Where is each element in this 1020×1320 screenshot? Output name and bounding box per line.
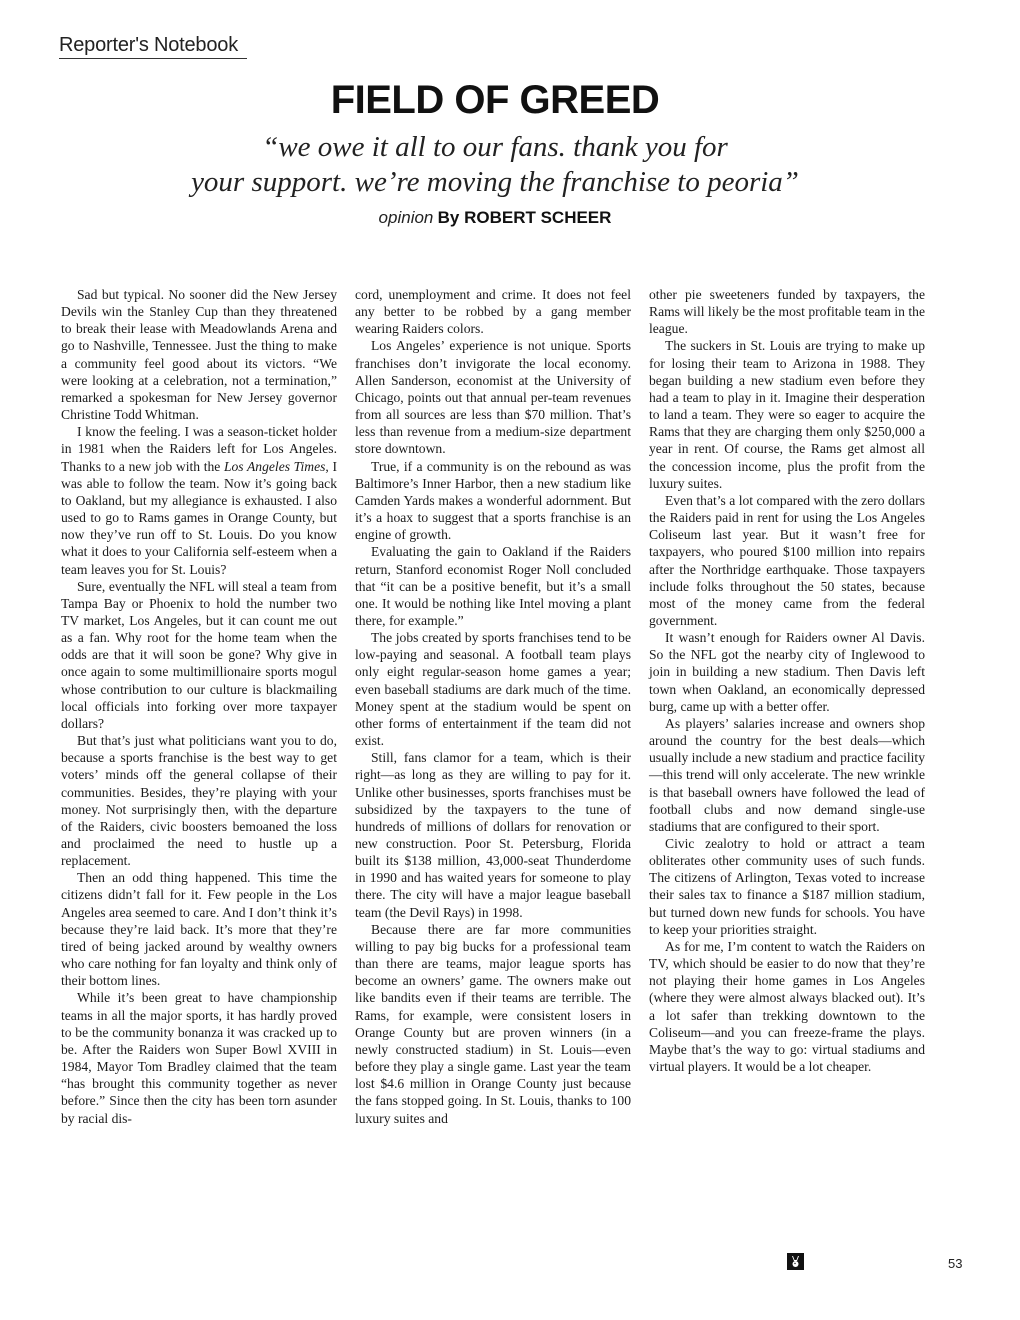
paragraph-text: , I was able to follow the team. Now it’s going back to Oakland, but my allegiance is exhausted. I also used to go to Rams games in Orange County, but now they’ve run off to St. Louis. Do you know what it does to your California self-esteem when a team leaves you for St. Louis? xyxy=(61,458,337,577)
article-column-2 xyxy=(355,286,631,1127)
deck xyxy=(0,130,990,200)
paragraph: Los Angeles’ experience is not unique. Sports franchises don’t invigorate the local economy. Allen Sanderson, economist at the University of Chicago, points out that annual per-team revenues from all sources are less than $70 million. That’s less than revenue from a medium-size department store downtown. xyxy=(355,338,631,457)
byline-author: By ROBERT SCHEER xyxy=(437,208,612,227)
paragraph: Still, fans clamor for a team, which is their right—as long as they are willing to pay for it. Unlike other businesses, sports franchises must be subsidized by the taxpayers to the tune of hundreds of millions of dollars for renovation or new construction. Poor St. Petersburg, Florida built its $138 million, 43,000-seat Thunderdome in 1990 and has waited years for someone to play there. The city will have a major league baseball team (the Devil Rays) in 1998. xyxy=(355,750,631,920)
headline: FIELD OF GREED xyxy=(330,78,660,122)
paragraph xyxy=(61,423,337,577)
deck-line-2: your support. we’re moving the franchise to peoria” xyxy=(191,166,799,198)
byline-kicker: opinion xyxy=(378,208,434,227)
paragraph: The suckers in St. Louis are trying to make up for losing their team to Arizona in 1988. They began building a new stadium even before they had a team to play in it. Imagine their desperation to land a team. They were so eager to acquire the Rams that they are charging them only $250,000 a year in rent. Of course, the Rams get almost all the concession income, plus the profit from the luxury suites. xyxy=(649,338,925,491)
paragraph: It wasn’t enough for Raiders owner Al Davis. So the NFL got the nearby city of Inglewood to join in building a new stadium. Then Davis left town when Oakland, an economically depressed burg, came up with a better offer. xyxy=(649,630,925,714)
deck-line-1: “we owe it all to our fans. thank you for xyxy=(262,131,728,163)
paragraph: other pie sweeteners funded by taxpayers, the Rams will likely be the most profitable team in the league. xyxy=(649,287,925,337)
section-rule xyxy=(59,58,247,59)
article-column-3 xyxy=(649,286,925,1127)
rabbit-head-end-mark-icon xyxy=(787,1253,804,1270)
paragraph: As players’ salaries increase and owners shop around the country for the best deals—which usually include a new stadium and practice facility—this trend will only accelerate. The new wrinkle is that baseball owners have followed the lead of football clubs and now demand single-use stadiums that are configured to their sport. xyxy=(649,715,925,834)
publication-title: Los Angeles Times xyxy=(223,458,326,474)
paragraph: As for me, I’m content to watch the Raiders on TV, which should be easier to do now that they’re not playing their home games in Los Angeles (where they were almost always blacked out). It’s a lot safer than trekking downtown to the Coliseum—and you can freeze-frame the plays. Maybe that’s the way to go: virtual stadiums and virtual players. It would be a lot cheaper. xyxy=(649,938,925,1075)
article-column-1 xyxy=(61,286,337,1127)
paragraph: Sure, eventually the NFL will steal a team from Tampa Bay or Phoenix to hold the number two TV market, Los Angeles, but it can count me out as a fan. Why root for the home team when the odds are that it will soon be gone? Why give in once again to some multimillionaire sports mogul whose contribution to our culture is blackmailing local officials into forking over more taxpayer dollars? xyxy=(61,578,337,731)
page-number: 53 xyxy=(948,1256,963,1271)
paragraph: Even that’s a lot compared with the zero dollars the Raiders paid in rent for using the Los Angeles Coliseum last year. But it wasn’t free for taxpayers, who poured $100 million into repairs after the Northridge earthquake. Those taxpayers include folks throughout the 50 states, because most of the money came from the federal government. xyxy=(649,492,925,628)
paragraph: While it’s been great to have championship teams in all the major sports, it has hardly proved to be the community bonanza it was cracked up to be. After the Raiders won Super Bowl XVIII in 1984, Mayor Tom Bradley claimed that the team “has brought this community together as never before.” Since then the city has been torn asunder by racial dis- xyxy=(61,990,337,1126)
paragraph: Civic zealotry to hold or attract a team obliterates other community uses of such funds. The citizens of Arlington, Texas voted to increase their sales tax to finance a $187 million stadium, but turned down new funds for schools. You have to keep your priorities straight. xyxy=(649,836,925,937)
paragraph: Evaluating the gain to Oakland if the Raiders return, Stanford economist Roger Noll concluded that “it can be a positive benefit, but it’s a small one. It would be nothing like Intel moving a plant there, for example.” xyxy=(355,544,631,628)
paragraph: cord, unemployment and crime. It does not feel any better to be robbed by a gang member wearing Raiders colors. xyxy=(355,287,631,337)
section-label: Reporter's Notebook xyxy=(59,34,239,56)
paragraph: Sad but typical. No sooner did the New Jersey Devils win the Stanley Cup than they threatened to break their lease with Meadowlands Arena and go to Nashville, Tennessee. Just the thing to make a community feel good about its victors. “We were looking at a celebration, not a termination,” remarked a spokesman for New Jersey governor Christine Todd Whitman. xyxy=(61,287,337,423)
paragraph: The jobs created by sports franchises tend to be low-paying and seasonal. A football team plays only eight regular-season home games a year; even baseball stadiums are dark much of the time. Money spent at the stadium would be spent on other forms of entertainment if the team did not exist. xyxy=(355,630,631,749)
paragraph: True, if a community is on the rebound as was Baltimore’s Inner Harbor, then a new stadium like Camden Yards makes a wonderful adornment. But it’s a hoax to suggest that a sports franchise is an engine of growth. xyxy=(355,458,631,543)
paragraph: Because there are far more communities willing to pay big bucks for a professional team than there are teams, major league sports has become an owners’ game. The owners make out like bandits even if their teams are terrible. The Rams, for example, were consistent losers in Orange County but are proven winners (in a newly constructed stadium) in St. Louis—even before they play a single game. Last year the team lost $4.6 million in Orange County just because the fans stopped going. In St. Louis, thanks to 100 luxury suites and xyxy=(355,921,631,1126)
paragraph-text: I know the feeling. I was a season-ticket holder in 1981 when the Raiders left for Los Angeles. Thanks to a new job with the xyxy=(61,424,337,474)
paragraph: Then an odd thing happened. This time the citizens didn’t fall for it. Few people in the Los Angeles area seemed to care. And I don’t think it’s because they’re laid back. It’s more that they’re tired of being jacked around by wealthy owners who care nothing for fan loyalty and think only of their bottom lines. xyxy=(61,870,337,989)
article-body xyxy=(61,286,925,1127)
paragraph: But that’s just what politicians want you to do, because a sports franchise is the best way to get voters’ minds off the general collapse of their communities. Besides, they’re playing with your money. Not surprisingly then, with the departure of the Raiders, civic boosters bemoaned the loss and proclaimed the need to hustle up a replacement. xyxy=(61,733,337,869)
byline xyxy=(0,208,990,228)
